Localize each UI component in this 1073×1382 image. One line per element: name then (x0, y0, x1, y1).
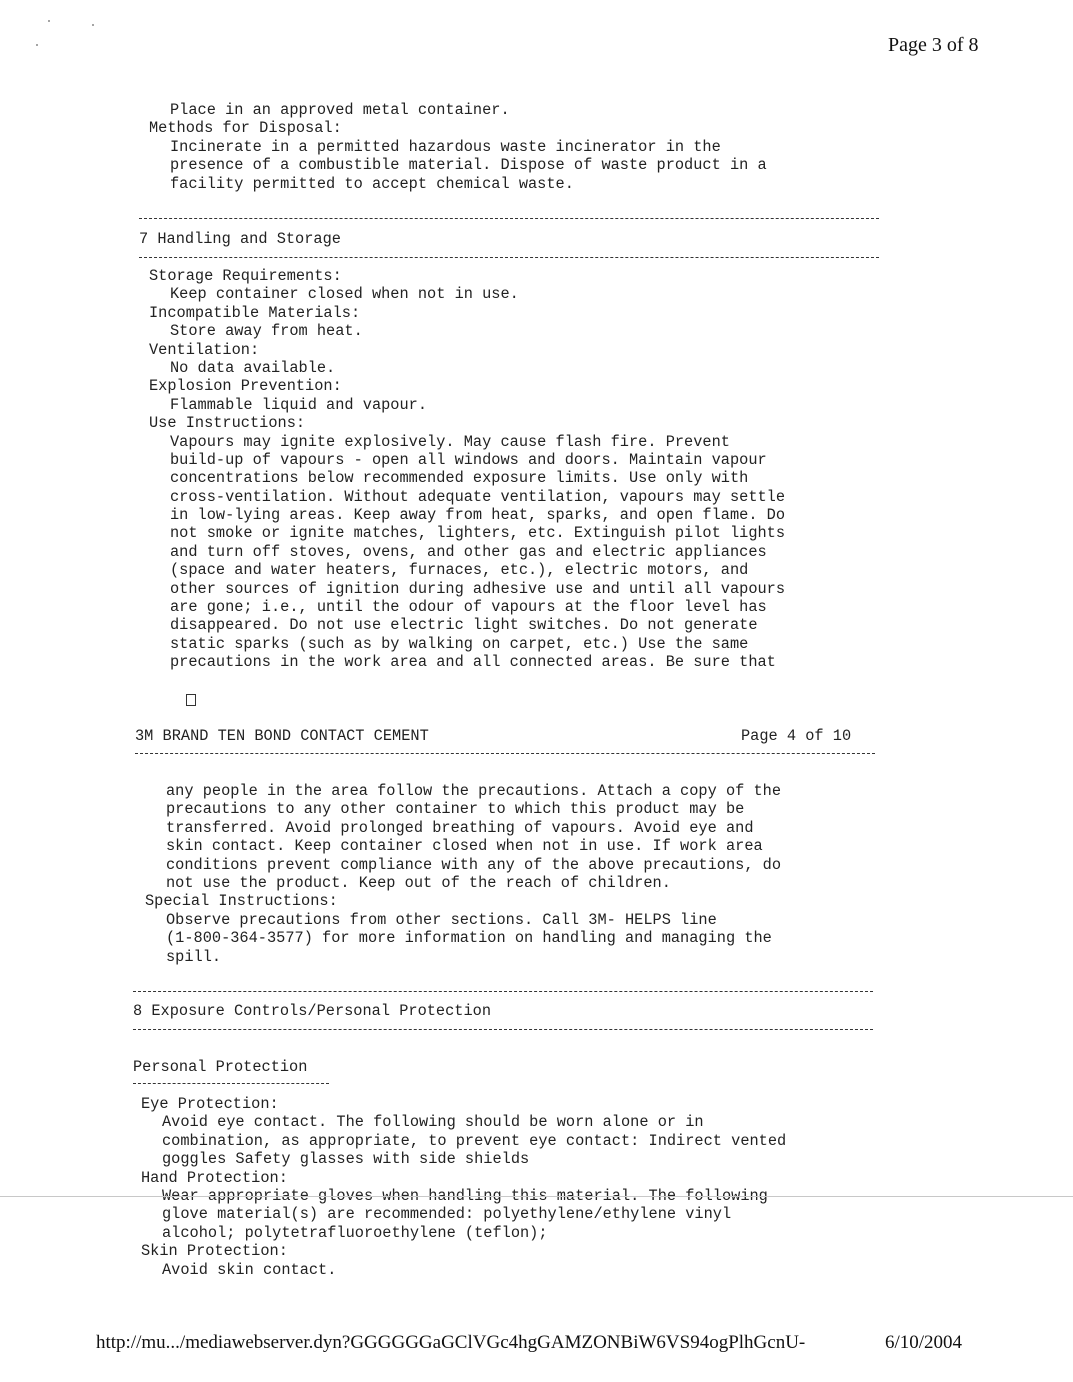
running-header-page: Page 4 of 10 (741, 727, 852, 745)
disposal-line: Methods for Disposal: (149, 119, 342, 138)
section-divider (139, 257, 879, 258)
section7-line: Use Instructions: (149, 414, 306, 433)
section7-line: are gone; i.e., until the odour of vapours at the floor level has (170, 598, 767, 617)
section7-line: static sparks (such as by walking on carpet, etc.) Use the same (170, 634, 749, 653)
page-number: Page 3 of 8 (888, 34, 979, 56)
section8-line: Eye Protection: (141, 1095, 279, 1113)
section7-line: Flammable liquid and vapour. (170, 395, 428, 414)
section8-line: Avoid skin contact. (162, 1260, 337, 1279)
section7-line: No data available. (170, 358, 336, 377)
header-divider (135, 753, 875, 754)
continuation-line: skin contact. Keep container closed when not in use. If work area (166, 837, 763, 856)
section7-line: Incompatible Materials: (149, 303, 361, 322)
scan-speck (36, 44, 38, 46)
section7-line: Explosion Prevention: (149, 377, 342, 396)
section7-line: and turn off stoves, ovens, and other gas and electric appliances (170, 542, 767, 561)
continuation-body (135, 782, 781, 966)
section8-line: combination, as appropriate, to prevent eye contact: Indirect vented (162, 1131, 787, 1150)
section7-line: disappeared. Do not use electric light switches. Do not generate (170, 616, 758, 635)
checkbox-glyph-line (166, 673, 196, 710)
continuation-line: not use the product. Keep out of the reach of children. (166, 873, 671, 892)
continuation-line: Observe precautions from other sections. Call 3M- HELPS line (166, 910, 717, 929)
scan-speck (48, 20, 50, 22)
continuation-line: any people in the area follow the precautions. Attach a copy of the (166, 782, 782, 800)
disposal-line: presence of a combustible material. Dispose of waste product in a (170, 156, 767, 175)
disposal-block (139, 101, 767, 193)
footer-date: 6/10/2004 (885, 1332, 963, 1353)
continuation-line: precautions to any other container to which this product may be (166, 800, 745, 819)
continuation-line: transferred. Avoid prolonged breathing of vapours. Avoid eye and (166, 818, 754, 837)
section7-line: other sources of ignition during adhesive use and until all vapours (170, 579, 786, 598)
section-7-title: 7 Handling and Storage (139, 230, 341, 248)
section8-line: glove material(s) are recommended: polyethylene/ethylene vinyl (162, 1205, 732, 1224)
section7-line: Keep container closed when not in use. (170, 285, 519, 304)
section7-line: cross-ventilation. Without adequate ventilation, vapours may settle (170, 487, 786, 506)
checkbox-glyph (186, 694, 196, 706)
section-8-title: 8 Exposure Controls/Personal Protection (133, 1002, 492, 1020)
section7-line: (space and water heaters, furnaces, etc.), electric motors, and (170, 561, 749, 580)
footer-url: http://mu.../mediawebserver.dyn?GGGGGGaGClVGc4hgGAMZONBiW6VS94ogPlhGcnU- (96, 1332, 806, 1353)
section7-line: not smoke or ignite matches, lighters, etc. Extinguish pilot lights (170, 524, 786, 543)
section-divider (139, 218, 879, 219)
continuation-line: spill. (166, 947, 222, 966)
section8-line: alcohol; polytetrafluoroethylene (teflon); (162, 1223, 548, 1242)
section7-line: build-up of vapours - open all windows and doors. Maintain vapour (170, 450, 767, 469)
section7-line: Store away from heat. (170, 322, 363, 341)
section-divider (133, 991, 873, 992)
scan-speck (92, 24, 94, 26)
section8-line: Hand Protection: (141, 1168, 288, 1187)
section-divider (133, 1029, 873, 1030)
subtitle-underline (133, 1083, 329, 1084)
section7-line: Ventilation: (149, 340, 260, 359)
section8-line: Avoid eye contact. The following should be worn alone or in (162, 1113, 704, 1132)
section8-line: Wear appropriate gloves when handling this material. The following (162, 1186, 768, 1205)
personal-protection-title: Personal Protection (133, 1058, 308, 1076)
disposal-line: Incinerate in a permitted hazardous waste incinerator in the (170, 137, 721, 156)
section-7-body (139, 267, 785, 672)
disposal-line: facility permitted to accept chemical waste. (170, 174, 574, 193)
section7-line: Vapours may ignite explosively. May cause flash fire. Prevent (170, 432, 730, 451)
section7-line: precautions in the work area and all connected areas. Be sure that (170, 653, 776, 672)
disposal-line: Place in an approved metal container. (170, 101, 510, 119)
continuation-line: conditions prevent compliance with any of the above precautions, do (166, 855, 782, 874)
running-header-product: 3M BRAND TEN BOND CONTACT CEMENT (135, 727, 429, 745)
section7-line: concentrations below recommended exposure limits. Use only with (170, 469, 749, 488)
section7-line: Storage Requirements: (149, 267, 342, 285)
continuation-line: Special Instructions: (145, 892, 338, 911)
section7-line: in low-lying areas. Keep away from heat, sparks, and open flame. Do (170, 506, 786, 525)
scan-artifact-line (0, 1196, 1073, 1197)
section8-line: Skin Protection: (141, 1242, 288, 1261)
section8-line: goggles Safety glasses with side shields (162, 1150, 530, 1169)
section-8-body (131, 1095, 786, 1279)
continuation-line: (1-800-364-3577) for more information on handling and managing the (166, 929, 772, 948)
